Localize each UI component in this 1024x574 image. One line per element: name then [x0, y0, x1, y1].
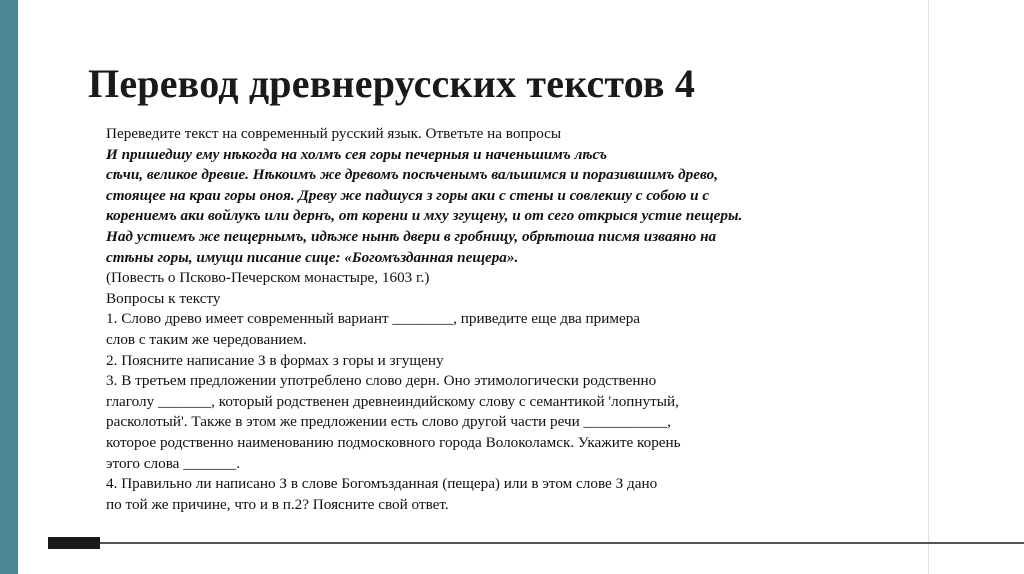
question-line: расколотый'. Также в этом же предложении есть слово другой части речи ___________,	[106, 413, 671, 431]
instruction: Переведите текст на современный русский язык. Ответьте на вопросы	[106, 125, 562, 142]
question-line: 1. Слово древо имеет современный вариант ________, приведите еще два примера	[106, 310, 641, 328]
question-line: этого слова _______.	[106, 454, 241, 472]
right-divider	[928, 0, 929, 574]
question-line: слов с таким же чередованием.	[106, 330, 307, 348]
question-line: 2. Поясните написание З в формах з горы и згущену	[106, 351, 444, 369]
question-line: 3. В третьем предложении употреблено слово дерн. Оно этимологически родственно	[106, 372, 657, 390]
question-line: по той же причине, что и в п.2? Поясните свой ответ.	[106, 495, 449, 513]
question-line: которое родственно наименованию подмосковного города Волоколамск. Укажите корень	[106, 433, 681, 451]
footer-block-decoration	[48, 537, 100, 549]
source-line: стоящее на краи горы оноя. Древу же падшуся з горы аки с стены и совлекшу с собою и с	[106, 186, 710, 204]
source-line: корениемъ аки войлукъ или дернъ, от корени и мху згущену, и от сего открыся устие пещеры.	[106, 207, 743, 225]
source-line: И пришедшу ему нѣкогда на холмъ сея горы печерныя и наченьшимъ лѣсъ	[106, 145, 608, 163]
slide-body	[106, 124, 742, 515]
slide-title: Перевод древнерусских текстов 4	[88, 61, 696, 106]
source-line: стѣны горы, имущи писание сице: «Богомъзданная пещера».	[106, 248, 519, 266]
citation: (Повесть о Псково-Печерском монастыре, 1603 г.)	[106, 269, 430, 287]
question-line: глаголу _______, который родственен древнеиндийскому слову с семантикой 'лопнутый,	[106, 392, 679, 410]
source-line: Над устиемъ же пещернымъ, идѣже нынѣ двери в гробницу, обрѣтоша писмя изваяно на	[106, 227, 717, 245]
questions-heading: Вопросы к тексту	[106, 289, 221, 307]
source-line: сѣчи, великое древие. Нѣкоимъ же древомъ посѣченымъ вальшимся и поразившимъ древо,	[106, 166, 718, 184]
accent-sidebar-bar	[0, 0, 18, 574]
question-line: 4. Правильно ли написано З в слове Богомъзданная (пещера) или в этом слове З дано	[106, 475, 658, 493]
footer-line	[100, 542, 1024, 544]
